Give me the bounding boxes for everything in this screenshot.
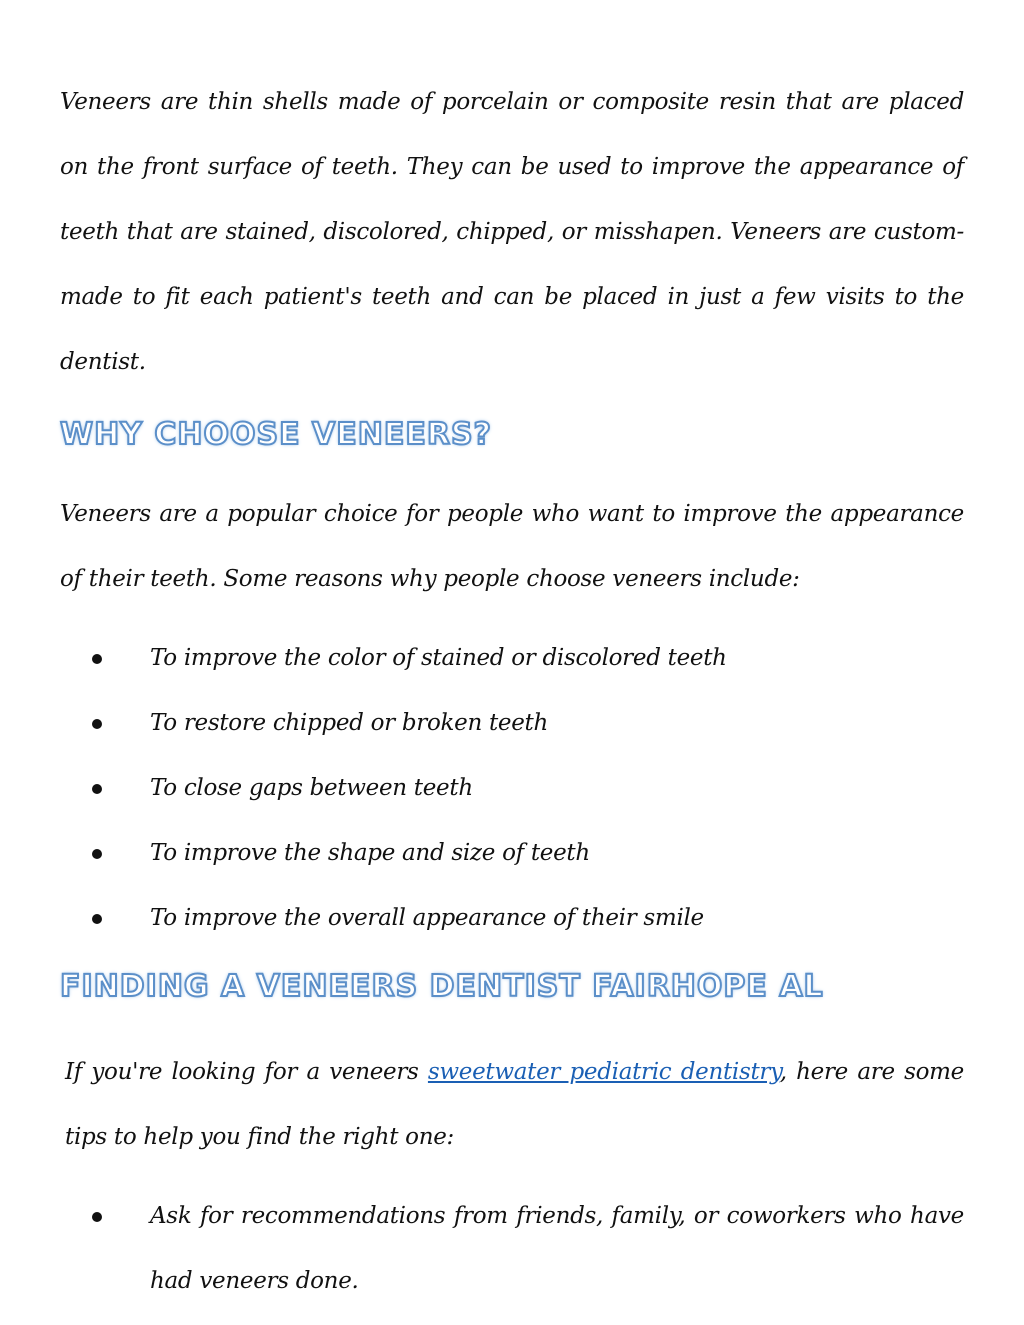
- section2-intro-before-link: If you're looking for a veneers: [65, 1059, 428, 1085]
- list-item-text: To improve the color of stained or discolored teeth: [150, 645, 727, 671]
- tips-list: [60, 1184, 964, 1314]
- bullet-icon: [92, 654, 102, 664]
- section2-intro-paragraph: [60, 1040, 964, 1170]
- sweetwater-dentistry-link[interactable]: sweetwater pediatric dentistry: [427, 1059, 780, 1085]
- bullet-icon: [92, 914, 102, 924]
- intro-paragraph: Veneers are thin shells made of porcelain or composite resin that are placed on the front surface of teeth. They can be used to improve the appearance of teeth that are stained, discolored, chipped, or misshapen. Veneers are custom-made to fit each patient's teeth and can be placed in just a few visits to the dentist.: [60, 89, 964, 375]
- list-item: [60, 886, 964, 951]
- list-item: [60, 1184, 964, 1314]
- document-page: [60, 70, 964, 1314]
- section1-intro-paragraph: Veneers are a popular choice for people who want to improve the appearance of their teeth. Some reasons why people choose veneers include:: [60, 501, 964, 592]
- list-item-text: To improve the overall appearance of their smile: [150, 905, 704, 931]
- list-item-text: To improve the shape and size of teeth: [150, 840, 590, 866]
- list-item: [60, 756, 964, 821]
- bullet-icon: [92, 784, 102, 794]
- list-item-text: Ask for recommendations from friends, family, or coworkers who have had veneers done.: [150, 1203, 964, 1294]
- list-item-text: To close gaps between teeth: [150, 775, 473, 801]
- section-heading-why-choose-veneers: WHY CHOOSE VENEERS?: [60, 417, 492, 452]
- list-item-text: To restore chipped or broken teeth: [150, 710, 548, 736]
- list-item: [60, 691, 964, 756]
- section2-intro-after-link: , here are some tips to help you find the right one:: [65, 1059, 964, 1150]
- bullet-icon: [92, 849, 102, 859]
- reasons-list: [60, 626, 964, 951]
- section-heading-finding-dentist: FINDING A VENEERS DENTIST FAIRHOPE AL: [60, 969, 824, 1004]
- bullet-icon: [92, 1212, 102, 1222]
- list-item: [60, 821, 964, 886]
- bullet-icon: [92, 719, 102, 729]
- list-item: [60, 626, 964, 691]
